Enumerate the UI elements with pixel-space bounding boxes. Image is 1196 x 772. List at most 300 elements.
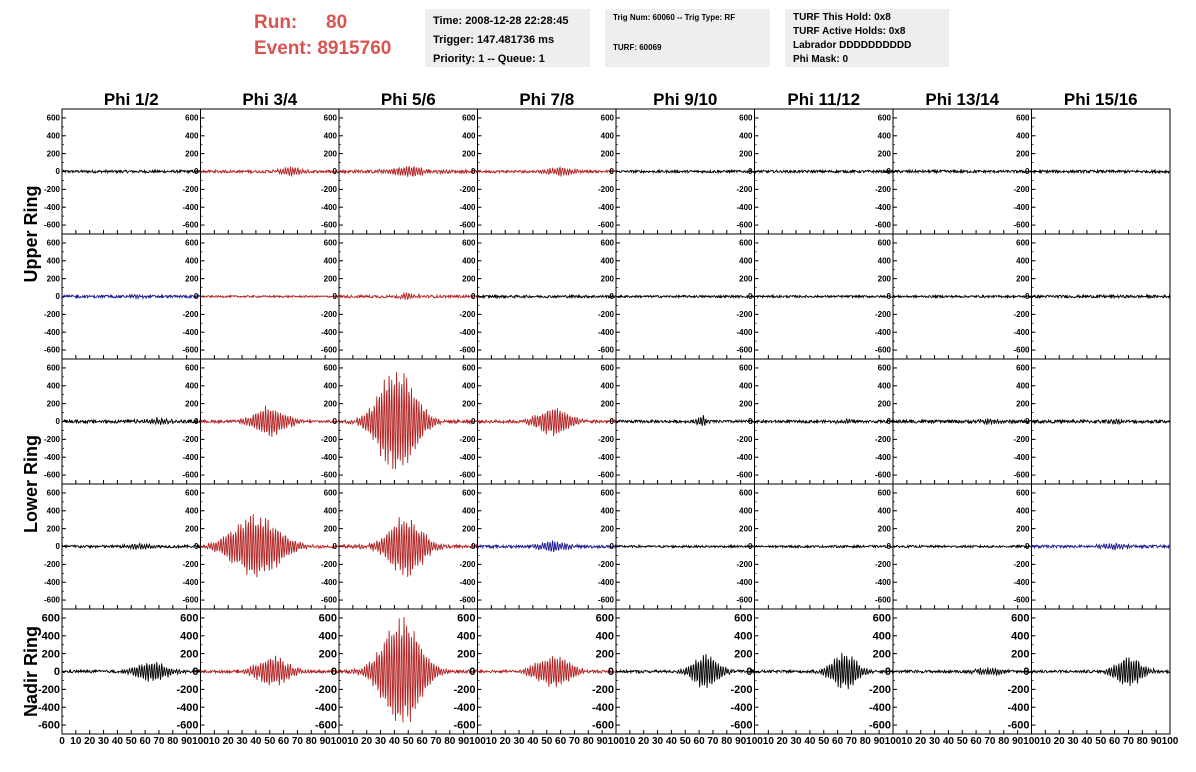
y-tick-label: -200 xyxy=(1013,560,1030,570)
y-tick-label: -200 xyxy=(43,310,60,320)
y-tick-label: -400 xyxy=(459,452,476,462)
y-tick-label: -200 xyxy=(43,560,60,570)
y-tick-label: 0 xyxy=(748,542,753,552)
y-tick-label: 400 xyxy=(1016,381,1030,391)
x-tick-label: 10 xyxy=(208,736,220,747)
x-tick-label: 60 xyxy=(555,736,567,747)
y-tick-label: -400 xyxy=(320,577,337,587)
y-tick-label: 200 xyxy=(1016,149,1030,159)
y-tick-label: 600 xyxy=(739,363,753,373)
y-tick-label: -400 xyxy=(736,452,753,462)
x-tick-label: 100 xyxy=(746,736,763,747)
y-tick-label: -600 xyxy=(1007,719,1030,732)
x-tick-label: 70 xyxy=(707,736,719,747)
y-tick-label: 200 xyxy=(318,648,337,661)
y-tick-label: 0 xyxy=(53,666,60,679)
y-tick-label: 400 xyxy=(877,506,891,516)
y-tick-label: 400 xyxy=(462,256,476,266)
x-tick-label: 10 xyxy=(762,736,774,747)
waveform-panel xyxy=(869,609,1032,734)
y-tick-label: -400 xyxy=(459,577,476,587)
x-tick-label: 40 xyxy=(1081,736,1093,747)
waveform-trace xyxy=(893,170,1032,173)
waveform-panel xyxy=(736,109,893,234)
trig-num-line: Trig Num: 60060 -- Trig Type: RF xyxy=(613,13,736,22)
y-tick-label: 0 xyxy=(746,666,753,679)
y-tick-label: 200 xyxy=(462,524,476,534)
y-tick-label: -600 xyxy=(37,719,60,732)
event-value: 8915760 xyxy=(317,38,392,59)
y-tick-label: 200 xyxy=(46,524,60,534)
waveform-panel xyxy=(459,484,616,609)
waveform-trace xyxy=(201,296,340,298)
x-tick-label: 30 xyxy=(651,736,664,747)
waveform-trace xyxy=(339,517,478,577)
y-tick-label: -400 xyxy=(874,327,891,337)
x-tick-label: 40 xyxy=(942,736,954,747)
y-tick-label: -400 xyxy=(182,327,199,337)
y-tick-label: 0 xyxy=(194,167,199,177)
y-tick-label: -400 xyxy=(591,701,614,714)
y-tick-label: 400 xyxy=(462,506,476,516)
x-tick-label: 30 xyxy=(374,736,387,747)
y-tick-label: -600 xyxy=(597,345,614,355)
x-tick-label: 100 xyxy=(192,736,209,747)
y-tick-label: -600 xyxy=(1013,345,1030,355)
y-tick-label: 600 xyxy=(185,113,199,123)
y-tick-label: 0 xyxy=(886,417,891,427)
x-tick-label: 100 xyxy=(1023,736,1040,747)
y-tick-label: 0 xyxy=(607,666,614,679)
y-tick-label: 200 xyxy=(1011,648,1030,661)
x-tick-label: 90 xyxy=(458,736,470,747)
y-tick-label: 600 xyxy=(877,363,891,373)
y-tick-label: 400 xyxy=(600,256,614,266)
y-tick-label: 0 xyxy=(192,666,199,679)
x-tick-label: 20 xyxy=(84,736,96,747)
y-tick-label: 400 xyxy=(600,131,614,141)
x-tick-label: 50 xyxy=(818,736,830,747)
y-tick-label: -600 xyxy=(459,345,476,355)
x-tick-label: 100 xyxy=(1161,736,1179,747)
y-tick-label: -600 xyxy=(314,719,337,732)
waveform-trace xyxy=(1032,295,1171,298)
y-tick-label: 200 xyxy=(185,274,199,284)
x-tick-label: 70 xyxy=(1122,736,1135,747)
y-tick-label: -400 xyxy=(736,327,753,337)
y-tick-label: -600 xyxy=(320,595,337,605)
y-tick-label: -200 xyxy=(176,684,199,697)
y-tick-label: -400 xyxy=(459,327,476,337)
waveform-panel xyxy=(182,359,339,484)
y-tick-label: -200 xyxy=(1013,310,1030,320)
y-tick-label: -200 xyxy=(459,185,476,195)
waveform-panel xyxy=(182,484,339,609)
waveform-trace xyxy=(339,372,478,469)
y-tick-label: 600 xyxy=(877,238,891,248)
y-tick-label: 0 xyxy=(748,292,753,302)
y-tick-label: -400 xyxy=(597,577,614,587)
y-tick-label: 0 xyxy=(55,292,60,302)
y-tick-label: 0 xyxy=(748,417,753,427)
y-tick-label: 200 xyxy=(877,524,891,534)
y-tick-label: -400 xyxy=(459,202,476,212)
trigger-line: Trigger: 147.481736 ms xyxy=(433,34,555,46)
x-tick-label: 90 xyxy=(873,736,885,747)
y-tick-label: -400 xyxy=(1013,202,1030,212)
y-tick-label: 200 xyxy=(877,399,891,409)
y-tick-label: 400 xyxy=(877,381,891,391)
y-tick-label: 200 xyxy=(46,149,60,159)
y-tick-label: 400 xyxy=(462,131,476,141)
x-tick-label: 40 xyxy=(250,736,262,747)
y-tick-label: 400 xyxy=(595,630,614,643)
waveform-panel xyxy=(38,609,201,734)
y-tick-label: -200 xyxy=(874,560,891,570)
y-tick-label: -400 xyxy=(1013,327,1030,337)
x-tick-label: 70 xyxy=(984,736,996,747)
waveform-panel xyxy=(1013,359,1170,484)
y-tick-label: 200 xyxy=(185,149,199,159)
y-tick-label: 400 xyxy=(457,630,476,643)
x-tick-label: 50 xyxy=(1095,736,1107,747)
y-tick-label: 200 xyxy=(877,149,891,159)
x-tick-label: 10 xyxy=(70,736,82,747)
y-tick-label: -200 xyxy=(320,560,337,570)
x-tick-label: 40 xyxy=(527,736,539,747)
waveform-trace xyxy=(62,295,201,299)
waveform-trace xyxy=(1032,170,1171,173)
y-tick-label: 400 xyxy=(462,381,476,391)
waveform-panel xyxy=(321,234,478,359)
waveform-panel xyxy=(44,234,201,359)
y-tick-label: -600 xyxy=(874,220,891,230)
waveform-panel xyxy=(592,609,755,734)
x-tick-label: 10 xyxy=(901,736,913,747)
x-tick-label: 50 xyxy=(956,736,968,747)
y-tick-label: 600 xyxy=(600,113,614,123)
y-tick-label: 0 xyxy=(886,542,891,552)
x-tick-label: 90 xyxy=(1012,736,1024,747)
y-tick-label: -200 xyxy=(597,435,614,445)
y-tick-label: -200 xyxy=(459,435,476,445)
y-tick-label: -600 xyxy=(320,220,337,230)
waveform-panel xyxy=(875,234,1032,359)
x-tick-label: 70 xyxy=(430,736,442,747)
x-tick-label: 40 xyxy=(665,736,677,747)
x-tick-label: 20 xyxy=(638,736,650,747)
y-tick-label: -600 xyxy=(43,345,60,355)
column-header-6: Phi 11/12 xyxy=(787,90,861,109)
y-tick-label: -600 xyxy=(43,220,60,230)
y-tick-label: -400 xyxy=(874,452,891,462)
y-tick-label: 600 xyxy=(1016,113,1030,123)
waveform-panel xyxy=(1007,609,1170,734)
y-tick-label: 400 xyxy=(46,256,60,266)
y-tick-label: -600 xyxy=(591,719,614,732)
y-tick-label: 600 xyxy=(1016,488,1030,498)
y-tick-label: 0 xyxy=(1025,417,1030,427)
y-tick-label: -600 xyxy=(868,719,891,732)
column-header-2: Phi 3/4 xyxy=(242,90,298,109)
y-tick-label: -200 xyxy=(320,310,337,320)
y-tick-label: 0 xyxy=(332,167,337,177)
column-header-3: Phi 5/6 xyxy=(380,90,436,109)
y-tick-label: -600 xyxy=(459,470,476,480)
y-tick-label: 0 xyxy=(886,292,891,302)
y-tick-label: -400 xyxy=(43,577,60,587)
y-tick-label: 600 xyxy=(739,113,753,123)
y-tick-label: 200 xyxy=(600,274,614,284)
x-tick-label: 20 xyxy=(361,736,373,747)
y-tick-label: -200 xyxy=(868,684,891,697)
y-tick-label: 200 xyxy=(46,274,60,284)
waveform-panel xyxy=(321,359,478,484)
y-tick-label: 400 xyxy=(323,131,337,141)
waveform-panel xyxy=(875,484,1032,609)
waveform-panel xyxy=(736,359,893,484)
y-tick-label: 200 xyxy=(323,524,337,534)
y-tick-label: -600 xyxy=(874,345,891,355)
waveform-panel xyxy=(736,484,893,609)
y-tick-label: -400 xyxy=(1013,577,1030,587)
y-tick-label: -600 xyxy=(736,345,753,355)
y-tick-label: -400 xyxy=(1013,452,1030,462)
waveform-trace xyxy=(893,295,1032,297)
run-label: Run: xyxy=(254,12,298,33)
x-tick-label: 80 xyxy=(1136,736,1148,747)
y-tick-label: 600 xyxy=(600,363,614,373)
waveform-trace xyxy=(755,295,894,297)
ring-label-3: Nadir Ring xyxy=(21,625,41,718)
y-tick-label: 0 xyxy=(471,417,476,427)
y-tick-label: -600 xyxy=(597,595,614,605)
x-tick-label: 80 xyxy=(582,736,594,747)
x-tick-label: 70 xyxy=(845,736,858,747)
y-tick-label: -400 xyxy=(182,452,199,462)
ring-label-2: Lower Ring xyxy=(21,435,41,533)
y-tick-label: 600 xyxy=(185,363,199,373)
y-tick-label: 600 xyxy=(46,363,60,373)
waveform-trace xyxy=(478,656,617,687)
y-tick-label: 200 xyxy=(323,399,337,409)
y-tick-label: -400 xyxy=(597,327,614,337)
y-tick-label: 600 xyxy=(872,612,891,625)
y-tick-label: -200 xyxy=(43,185,60,195)
waveform-trace xyxy=(893,417,1032,427)
waveform-trace xyxy=(478,167,617,176)
y-tick-label: 600 xyxy=(41,612,60,625)
waveform-trace xyxy=(1032,419,1171,425)
y-tick-label: 400 xyxy=(877,131,891,141)
y-tick-label: 0 xyxy=(194,417,199,427)
y-tick-label: 200 xyxy=(600,399,614,409)
y-tick-label: 0 xyxy=(1025,542,1030,552)
waveform-trace xyxy=(893,667,1032,675)
waveform-trace xyxy=(339,166,478,177)
y-tick-label: 600 xyxy=(1016,238,1030,248)
y-tick-label: 600 xyxy=(462,113,476,123)
y-tick-label: -600 xyxy=(453,719,476,732)
waveform-panel xyxy=(598,234,755,359)
waveform-trace xyxy=(1032,543,1171,550)
y-tick-label: 200 xyxy=(185,524,199,534)
y-tick-label: -200 xyxy=(1007,684,1030,697)
y-tick-label: -400 xyxy=(874,202,891,212)
x-tick-label: 100 xyxy=(330,736,348,747)
x-tick-label: 20 xyxy=(915,736,927,747)
y-tick-label: -200 xyxy=(182,310,199,320)
y-tick-label: 200 xyxy=(1016,399,1030,409)
ring-label-1: Upper Ring xyxy=(21,185,41,283)
waveform-panel xyxy=(875,359,1032,484)
y-tick-label: 400 xyxy=(185,131,199,141)
y-tick-label: -400 xyxy=(1007,701,1030,714)
y-tick-label: -400 xyxy=(182,577,199,587)
y-tick-label: 600 xyxy=(734,612,753,625)
y-tick-label: -600 xyxy=(459,595,476,605)
x-tick-label: 80 xyxy=(305,736,317,747)
x-tick-label: 60 xyxy=(416,736,428,747)
y-tick-label: 600 xyxy=(318,612,337,625)
y-tick-label: 400 xyxy=(739,256,753,266)
y-tick-label: -200 xyxy=(736,310,753,320)
x-tick-label: 70 xyxy=(153,736,165,747)
waveform-panel xyxy=(459,234,616,359)
y-tick-label: 200 xyxy=(323,149,337,159)
y-tick-label: -400 xyxy=(43,452,60,462)
y-tick-label: -600 xyxy=(874,470,891,480)
y-tick-label: 400 xyxy=(323,256,337,266)
x-tick-label: 50 xyxy=(541,736,553,747)
waveform-trace xyxy=(201,514,340,577)
y-tick-label: 400 xyxy=(734,630,753,643)
y-tick-label: -200 xyxy=(874,435,891,445)
y-tick-label: -600 xyxy=(1013,470,1030,480)
waveform-trace xyxy=(1032,657,1171,685)
turf-active-line: TURF Active Holds: 0x8 xyxy=(793,26,906,37)
y-tick-label: 200 xyxy=(1016,274,1030,284)
column-header-1: Phi 1/2 xyxy=(103,90,159,109)
x-tick-label: 30 xyxy=(928,736,941,747)
y-tick-label: 200 xyxy=(462,399,476,409)
y-tick-label: 600 xyxy=(739,238,753,248)
waveform-trace xyxy=(478,408,617,436)
y-tick-label: -400 xyxy=(874,577,891,587)
waveform-panel xyxy=(44,484,201,609)
y-tick-label: 400 xyxy=(323,381,337,391)
y-tick-label: 600 xyxy=(462,363,476,373)
y-tick-label: 600 xyxy=(462,238,476,248)
y-tick-label: 200 xyxy=(739,524,753,534)
x-tick-label: 30 xyxy=(790,736,802,747)
y-tick-label: 0 xyxy=(332,542,337,552)
waveform-panel xyxy=(182,234,339,359)
x-tick-label: 30 xyxy=(236,736,248,747)
x-tick-label: 20 xyxy=(776,736,788,747)
y-tick-label: -600 xyxy=(320,470,337,480)
y-tick-label: -600 xyxy=(320,345,337,355)
y-tick-label: 600 xyxy=(323,238,337,248)
y-tick-label: 0 xyxy=(471,167,476,177)
y-tick-label: -600 xyxy=(182,345,199,355)
y-tick-label: -400 xyxy=(597,202,614,212)
y-tick-label: 200 xyxy=(323,274,337,284)
y-tick-label: -200 xyxy=(597,310,614,320)
y-tick-label: 400 xyxy=(1011,630,1030,643)
y-tick-label: 400 xyxy=(185,506,199,516)
y-tick-label: -600 xyxy=(43,470,60,480)
waveform-panel xyxy=(176,609,339,734)
x-tick-label: 10 xyxy=(347,736,359,747)
y-tick-label: 200 xyxy=(877,274,891,284)
y-tick-label: 400 xyxy=(323,506,337,516)
y-tick-label: 400 xyxy=(1016,131,1030,141)
column-header-7: Phi 13/14 xyxy=(925,90,1000,109)
y-tick-label: 600 xyxy=(46,238,60,248)
y-tick-label: -600 xyxy=(1013,220,1030,230)
y-tick-label: 400 xyxy=(600,381,614,391)
y-tick-label: 200 xyxy=(462,274,476,284)
y-tick-label: 0 xyxy=(886,167,891,177)
waveform-panel xyxy=(459,109,616,234)
waveform-trace xyxy=(62,170,201,173)
y-tick-label: 200 xyxy=(462,149,476,159)
y-tick-label: 200 xyxy=(872,648,891,661)
y-tick-label: 0 xyxy=(471,292,476,302)
waveform-panel xyxy=(44,109,201,234)
x-tick-label: 20 xyxy=(222,736,234,747)
labrador-line: Labrador DDDDDDDDDD xyxy=(793,40,912,51)
x-tick-label: 50 xyxy=(264,736,276,747)
y-tick-label: 200 xyxy=(185,399,199,409)
x-tick-label: 100 xyxy=(884,736,902,747)
x-tick-label: 80 xyxy=(444,736,456,747)
y-tick-label: 600 xyxy=(1016,363,1030,373)
y-tick-label: 600 xyxy=(180,612,199,625)
y-tick-label: 200 xyxy=(457,648,476,661)
x-tick-label: 40 xyxy=(804,736,816,747)
y-tick-label: 0 xyxy=(332,417,337,427)
x-tick-label: 20 xyxy=(499,736,511,747)
column-header-5: Phi 9/10 xyxy=(653,90,718,109)
y-tick-label: -200 xyxy=(37,684,60,697)
y-tick-label: 400 xyxy=(46,131,60,141)
y-tick-label: -600 xyxy=(730,719,753,732)
y-tick-label: 0 xyxy=(194,542,199,552)
x-tick-label: 50 xyxy=(125,736,137,747)
y-tick-label: 0 xyxy=(609,167,614,177)
x-tick-label: 10 xyxy=(624,736,636,747)
waveform-trace xyxy=(201,167,340,177)
x-tick-label: 90 xyxy=(1150,736,1162,747)
x-tick-label: 20 xyxy=(1053,736,1065,747)
y-tick-label: -400 xyxy=(320,327,337,337)
x-tick-label: 70 xyxy=(291,736,304,747)
y-tick-label: -200 xyxy=(43,435,60,445)
y-tick-label: -200 xyxy=(1013,435,1030,445)
x-tick-label: 80 xyxy=(998,736,1010,747)
y-tick-label: -400 xyxy=(868,701,891,714)
y-tick-label: 200 xyxy=(739,274,753,284)
y-tick-label: -400 xyxy=(43,327,60,337)
x-tick-label: 90 xyxy=(181,736,193,747)
y-tick-label: -600 xyxy=(736,220,753,230)
x-tick-label: 30 xyxy=(513,736,525,747)
y-tick-label: 0 xyxy=(469,666,476,679)
waveform-trace xyxy=(62,417,201,425)
y-tick-label: 600 xyxy=(323,113,337,123)
